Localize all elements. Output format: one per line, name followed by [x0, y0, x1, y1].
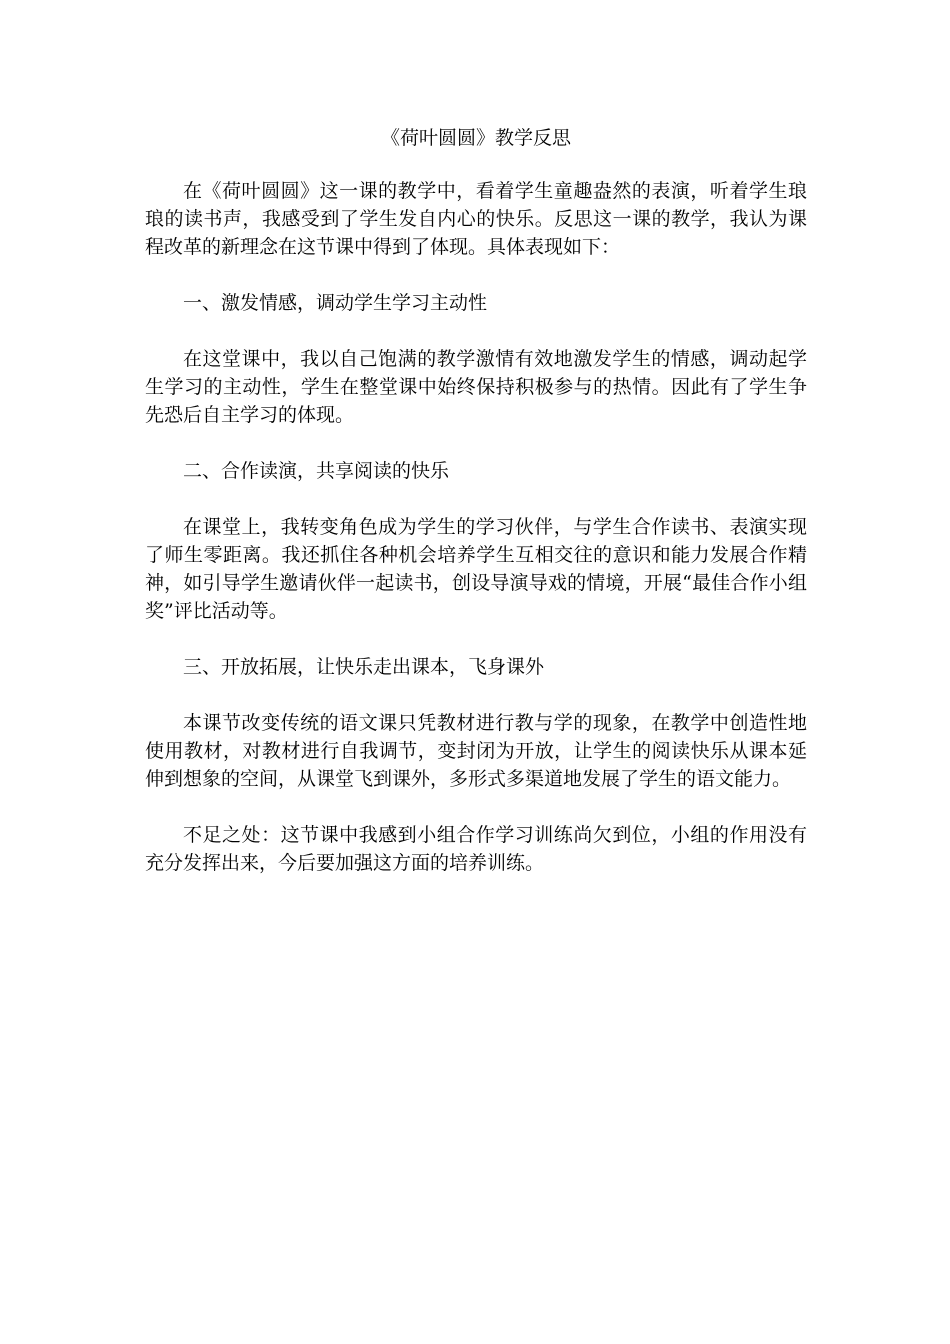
section-heading-3: 三、开放拓展，让快乐走出课本，飞身课外 — [183, 656, 545, 678]
conclusion-paragraph: 不足之处：这节课中我感到小组合作学习训练尚欠到位，小组的作用没有充分发挥出来，今后要加强这方面的培养训练。 — [145, 824, 807, 874]
section-body-1: 在这堂课中，我以自己饱满的教学激情有效地激发学生的情感，调动起学生学习的主动性，学生在整堂课中始终保持积极参与的热情。因此有了学生争先恐后自主学习的体现。 — [145, 348, 807, 426]
section-heading-1: 一、激发情感，调动学生学习主动性 — [183, 292, 488, 314]
document-title: 《荷叶圆圆》教学反思 — [380, 127, 571, 149]
section-body-2: 在课堂上，我转变角色成为学生的学习伙伴，与学生合作读书、表演实现了师生零距离。我还抓住各种机会培养学生互相交往的意识和能力发展合作精神，如引导学生邀请伙伴一起读书，创设导演导戏的情境，开展“最佳合作小组奖”评比活动等。 — [145, 516, 807, 622]
section-body-3: 本课节改变传统的语文课只凭教材进行教与学的现象，在教学中创造性地使用教材，对教材进行自我调节，变封闭为开放，让学生的阅读快乐从课本延伸到想象的空间，从课堂飞到课外，多形式多渠道地发展了学生的语文能力。 — [145, 712, 807, 790]
section-heading-2: 二、合作读演，共享阅读的快乐 — [183, 460, 450, 482]
document-page — [145, 124, 807, 905]
intro-paragraph: 在《荷叶圆圆》这一课的教学中，看着学生童趣盎然的表演，听着学生琅琅的读书声，我感受到了学生发自内心的快乐。反思这一课的教学，我认为课程改革的新理念在这节课中得到了体现。具体表现如下： — [145, 180, 807, 258]
